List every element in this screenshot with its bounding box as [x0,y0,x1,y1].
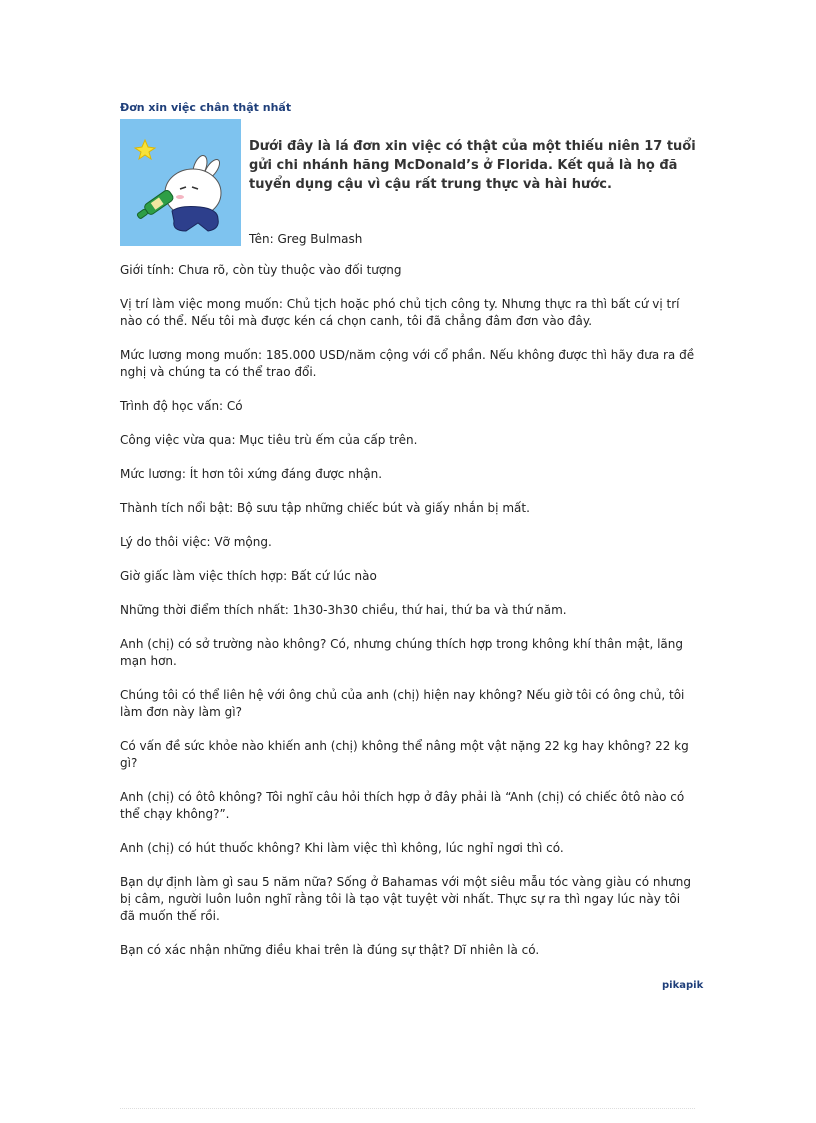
paragraph: Chúng tôi có thể liên hệ với ông chủ của anh (chị) hiện nay không? Nếu giờ tôi có ông chủ, tôi làm đơn này làm gì? [120,688,685,719]
paragraph: Anh (chị) có hút thuốc không? Khi làm việc thì không, lúc nghỉ ngơi thì có. [120,841,564,855]
paragraph: Bạn dự định làm gì sau 5 năm nữa? Sống ở Bahamas với một siêu mẫu tóc vàng giàu có nhưng bị câm, người luôn luôn nghĩ rằng tôi là tạo vật tuyệt vời nhất. Thực sự ra thì ngay lúc này tôi đã muốn thế rồi. [120,875,691,923]
paragraph: Anh (chị) có sở trường nào không? Có, nhưng chúng thích hợp trong không khí thân mật, lãng mạn hơn. [120,637,684,668]
rabbit-illustration [120,119,241,246]
paragraph: Có vấn đề sức khỏe nào khiến anh (chị) không thể nâng một vật nặng 22 kg hay không? 22 kg gì? [120,739,689,770]
author-signature: pikapik [662,980,704,991]
intro-text-block [249,119,699,248]
paragraph: Những thời điểm thích nhất: 1h30-3h30 chiều, thứ hai, thứ ba và thứ năm. [120,603,567,617]
paragraph: Mức lương mong muốn: 185.000 USD/năm cộng với cổ phần. Nếu không được thì hãy đưa ra đề nghị và chúng ta có thể trao đổi. [120,348,695,379]
page-bottom-divider [120,1108,695,1109]
rabbit-drawing-icon [120,119,241,246]
intro-paragraph: Dưới đây là lá đơn xin việc có thật của một thiếu niên 17 tuổi gửi chi nhánh hãng McDonald’s ở Florida. Kết quả là họ đã tuyển dụng cậu vì cậu rất trung thực và hài hước. [249,139,696,192]
paragraph: Mức lương: Ít hơn tôi xứng đáng được nhận. [120,467,383,481]
name-line: Tên: Greg Bulmash [249,232,363,246]
article-title: Đơn xin việc chân thật nhất [120,101,292,114]
paragraph: Lý do thôi việc: Vỡ mộng. [120,535,272,549]
paragraph: Vị trí làm việc mong muốn: Chủ tịch hoặc phó chủ tịch công ty. Nhưng thực ra thì bất cứ vị trí nào có thể. Nếu tôi mà được kén cá chọn canh, tôi đã chẳng đâm đơn vào đây. [120,297,680,328]
paragraph: Thành tích nổi bật: Bộ sưu tập những chiếc bút và giấy nhắn bị mất. [120,501,530,515]
paragraph: Công việc vừa qua: Mục tiêu trù ếm của cấp trên. [120,433,418,447]
paragraph: Giờ giấc làm việc thích hợp: Bất cứ lúc nào [120,569,377,583]
intro-block [120,119,695,248]
paragraph: Trình độ học vấn: Có [120,399,243,413]
paragraph: Anh (chị) có ôtô không? Tôi nghĩ câu hỏi thích hợp ở đây phải là “Anh (chị) có chiếc ôtô nào có thể chạy không?”. [120,790,685,821]
paragraph: Giới tính: Chưa rõ, còn tùy thuộc vào đối tượng [120,263,402,277]
article [120,100,695,959]
paragraph: Bạn có xác nhận những điều khai trên là đúng sự thật? Dĩ nhiên là có. [120,943,540,957]
